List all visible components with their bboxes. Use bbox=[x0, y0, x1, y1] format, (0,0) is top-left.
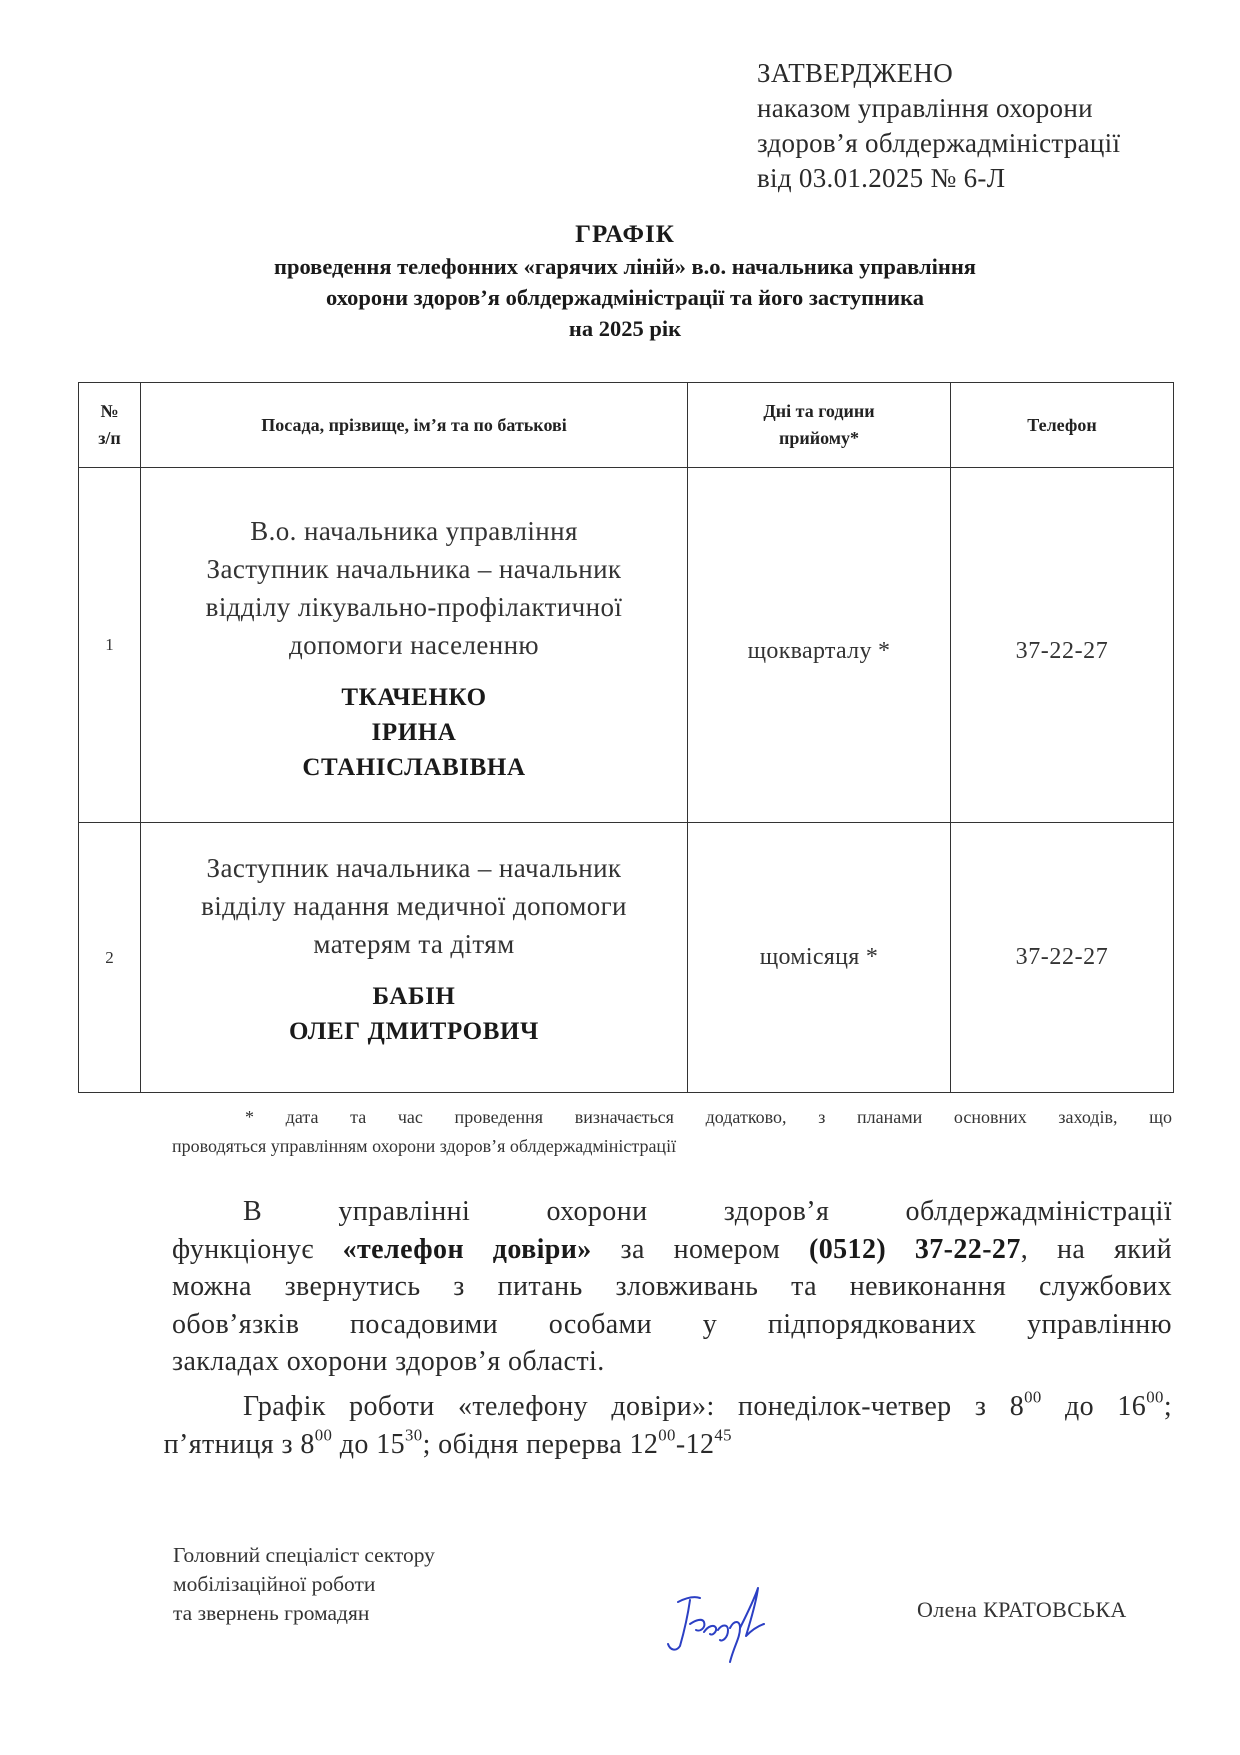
header-number bbox=[79, 383, 141, 468]
text-run: , на який bbox=[1020, 1233, 1173, 1265]
footnote-line: * дата та час проведення визначається додатково, з планами основних заходів, що bbox=[245, 1107, 1172, 1127]
text-run: функціонує bbox=[172, 1233, 343, 1265]
signatory-name: Олена КРАТОВСЬКА bbox=[917, 1597, 1127, 1622]
position-line: відділу лікувально-профілактичної bbox=[205, 591, 623, 622]
row-phone: 37-22-27 bbox=[951, 823, 1174, 1093]
signatory-position bbox=[173, 1541, 435, 1628]
header-number-symbol: № bbox=[100, 401, 119, 421]
row-days: щокварталу * bbox=[688, 468, 951, 823]
header-position: Посада, прізвище, ім’я та по батькові bbox=[141, 383, 688, 468]
approval-stamp: ЗАТВЕРДЖЕНО bbox=[757, 58, 954, 88]
paragraph-line: обов’язків посадовими особами у підпорядкованих управлінню bbox=[172, 1308, 1172, 1340]
position-wrap bbox=[141, 849, 687, 1067]
position-line: Заступник начальника – начальник bbox=[206, 852, 622, 883]
trust-phone-label: «телефон довіри» bbox=[342, 1233, 592, 1265]
time-minute: 00 bbox=[1146, 1387, 1164, 1407]
position-line: матерям та дітям bbox=[313, 928, 515, 959]
person-first-name: ІРИНА bbox=[371, 718, 457, 746]
approval-block bbox=[757, 56, 1197, 196]
signature-stroke bbox=[668, 1597, 704, 1649]
header-phone: Телефон bbox=[951, 383, 1174, 468]
time-minute: 45 bbox=[714, 1424, 732, 1444]
text-run: за номером bbox=[591, 1233, 810, 1265]
footnote-line: проводяться управлінням охорони здоров’я облдержадміністрації bbox=[172, 1136, 677, 1156]
position-line: Заступник начальника – начальник bbox=[206, 553, 622, 584]
title-main: ГРАФІК bbox=[575, 221, 675, 248]
table-footnote bbox=[172, 1103, 1172, 1161]
time-minute: 30 bbox=[405, 1424, 423, 1444]
handwritten-signature-icon bbox=[660, 1580, 770, 1670]
approval-order-line: здоров’я облдержадміністрації bbox=[757, 128, 1121, 158]
title-line: проведення телефонних «гарячих ліній» в.о. начальника управління bbox=[274, 254, 976, 279]
header-days bbox=[688, 383, 951, 468]
row-phone: 37-22-27 bbox=[951, 468, 1174, 823]
row-days: щомісяця * bbox=[688, 823, 951, 1093]
paragraph-line: закладах охорони здоров’я області. bbox=[172, 1346, 605, 1377]
time-hour: 16 bbox=[1117, 1391, 1147, 1422]
paragraph-line: В управлінні охорони здоров’я облдержадміністрації bbox=[243, 1196, 1172, 1227]
text-run: - bbox=[675, 1428, 686, 1460]
approval-order-line: наказом управління охорони bbox=[757, 93, 1093, 123]
paragraph-line: можна звернутись з питань зловживань та невиконання службових bbox=[172, 1271, 1172, 1302]
trust-phone-number: (0512) 37-22-27 bbox=[809, 1233, 1021, 1265]
person-name bbox=[141, 680, 687, 785]
time-hour: 12 bbox=[685, 1428, 715, 1460]
time-hour: 8 bbox=[300, 1428, 315, 1460]
time-hour: 12 bbox=[629, 1428, 659, 1460]
position-line: В.о. начальника управління bbox=[250, 515, 578, 546]
table-row bbox=[79, 468, 1174, 823]
document-title bbox=[80, 218, 1170, 344]
position-title bbox=[141, 506, 687, 664]
row-position-cell bbox=[141, 823, 688, 1093]
text-run: до bbox=[332, 1428, 377, 1460]
hotline-schedule-table bbox=[78, 382, 1174, 1093]
text-run: ; bbox=[1163, 1391, 1172, 1422]
time-minute: 00 bbox=[658, 1424, 676, 1444]
hours-line bbox=[163, 1424, 1172, 1464]
title-year: на 2025 рік bbox=[568, 316, 682, 341]
position-title bbox=[141, 849, 687, 963]
person-surname: БАБІН bbox=[372, 982, 456, 1010]
title-line: охорони здоров’я облдержадміністрації та його заступника bbox=[326, 285, 924, 310]
row-position-cell bbox=[141, 468, 688, 823]
signature-stroke bbox=[704, 1622, 740, 1662]
table-header-row bbox=[79, 383, 1174, 468]
signatory-position-line: Головний спеціаліст сектору bbox=[173, 1543, 435, 1567]
table-row bbox=[79, 823, 1174, 1093]
signatory-position-line: мобілізаційної роботи bbox=[173, 1572, 376, 1596]
time-minute: 00 bbox=[314, 1424, 333, 1444]
text-run: п’ятниця з bbox=[163, 1428, 301, 1460]
trust-phone-paragraph bbox=[172, 1193, 1172, 1381]
person-given-names: ОЛЕГ ДМИТРОВИЧ bbox=[288, 1017, 539, 1045]
text-run: Графік роботи «телефону довіри»: понеділок-четвер з bbox=[243, 1391, 1010, 1422]
time-minute: 00 bbox=[1024, 1387, 1042, 1407]
position-line: допомоги населенню bbox=[289, 629, 539, 660]
text-run: до bbox=[1041, 1391, 1118, 1422]
time-hour: 15 bbox=[376, 1428, 405, 1460]
paragraph-line bbox=[172, 1231, 1172, 1269]
position-line: відділу надання медичної допомоги bbox=[201, 890, 627, 921]
person-surname: ТКАЧЕНКО bbox=[341, 683, 487, 711]
header-days-line: прийому* bbox=[778, 428, 860, 448]
header-days-line: Дні та години bbox=[763, 401, 875, 421]
trust-phone-hours bbox=[163, 1387, 1172, 1463]
row-number: 1 bbox=[79, 468, 141, 823]
approval-order-date: від 03.01.2025 № 6-Л bbox=[757, 163, 1006, 193]
row-number: 2 bbox=[79, 823, 141, 1093]
hours-line bbox=[172, 1388, 1172, 1426]
text-run: ; обідня перерва bbox=[422, 1428, 630, 1460]
person-name bbox=[141, 979, 687, 1049]
signature-stroke bbox=[740, 1588, 764, 1636]
signatory-position-line: та звернень громадян bbox=[173, 1601, 370, 1625]
header-number-abbr: з/п bbox=[98, 428, 121, 448]
person-patronymic: СТАНІСЛАВІВНА bbox=[302, 753, 526, 781]
time-hour: 8 bbox=[1009, 1391, 1025, 1422]
